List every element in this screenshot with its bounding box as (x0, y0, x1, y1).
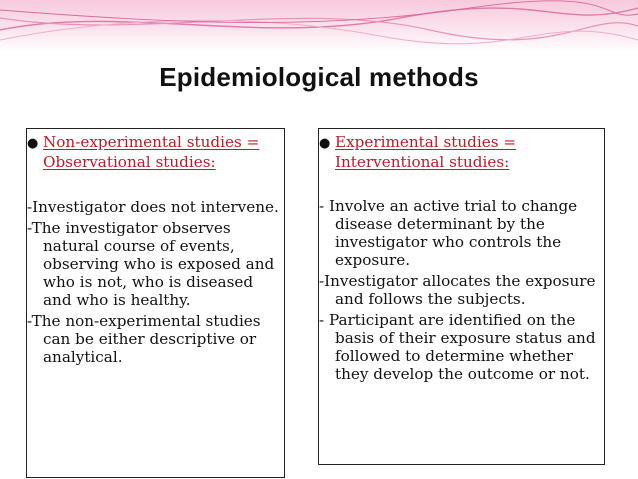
interventional-studies-content (319, 133, 605, 383)
decorative-header-banner (0, 0, 638, 52)
bullet-icon: ● (27, 136, 39, 151)
observational-paragraph-2: -The investigator observes natural course of events, observing who is exposed and who is not, who is diseased and who is healthy. (27, 219, 275, 309)
interventional-studies-heading (319, 133, 605, 171)
interventional-studies-box (318, 128, 605, 465)
observational-studies-box (26, 128, 285, 478)
interventional-paragraph-2: -Investigator allocates the exposure and follows the subjects. (319, 272, 596, 308)
observational-paragraph-3: -The non-experimental studies can be either descriptive or analytical. (27, 312, 261, 366)
decorative-wave-lines (0, 0, 638, 52)
bullet-icon: ● (319, 136, 331, 151)
observational-studies-heading (27, 133, 285, 171)
interventional-heading-text: Experimental studies = Interventional studies: (335, 133, 517, 171)
interventional-paragraph-3: - Participant are identified on the basis of their exposure status and followed to determine whether they develop the outcome or not. (319, 311, 596, 383)
observational-heading-text: Non-experimental studies = Observational studies: (43, 133, 260, 171)
observational-paragraph-1: -Investigator does not intervene. (27, 198, 279, 216)
interventional-paragraph-1: - Involve an active trial to change disease determinant by the investigator who controls the exposure. (319, 197, 578, 269)
slide-title: Epidemiological methods (159, 62, 479, 92)
observational-studies-content (27, 133, 285, 366)
